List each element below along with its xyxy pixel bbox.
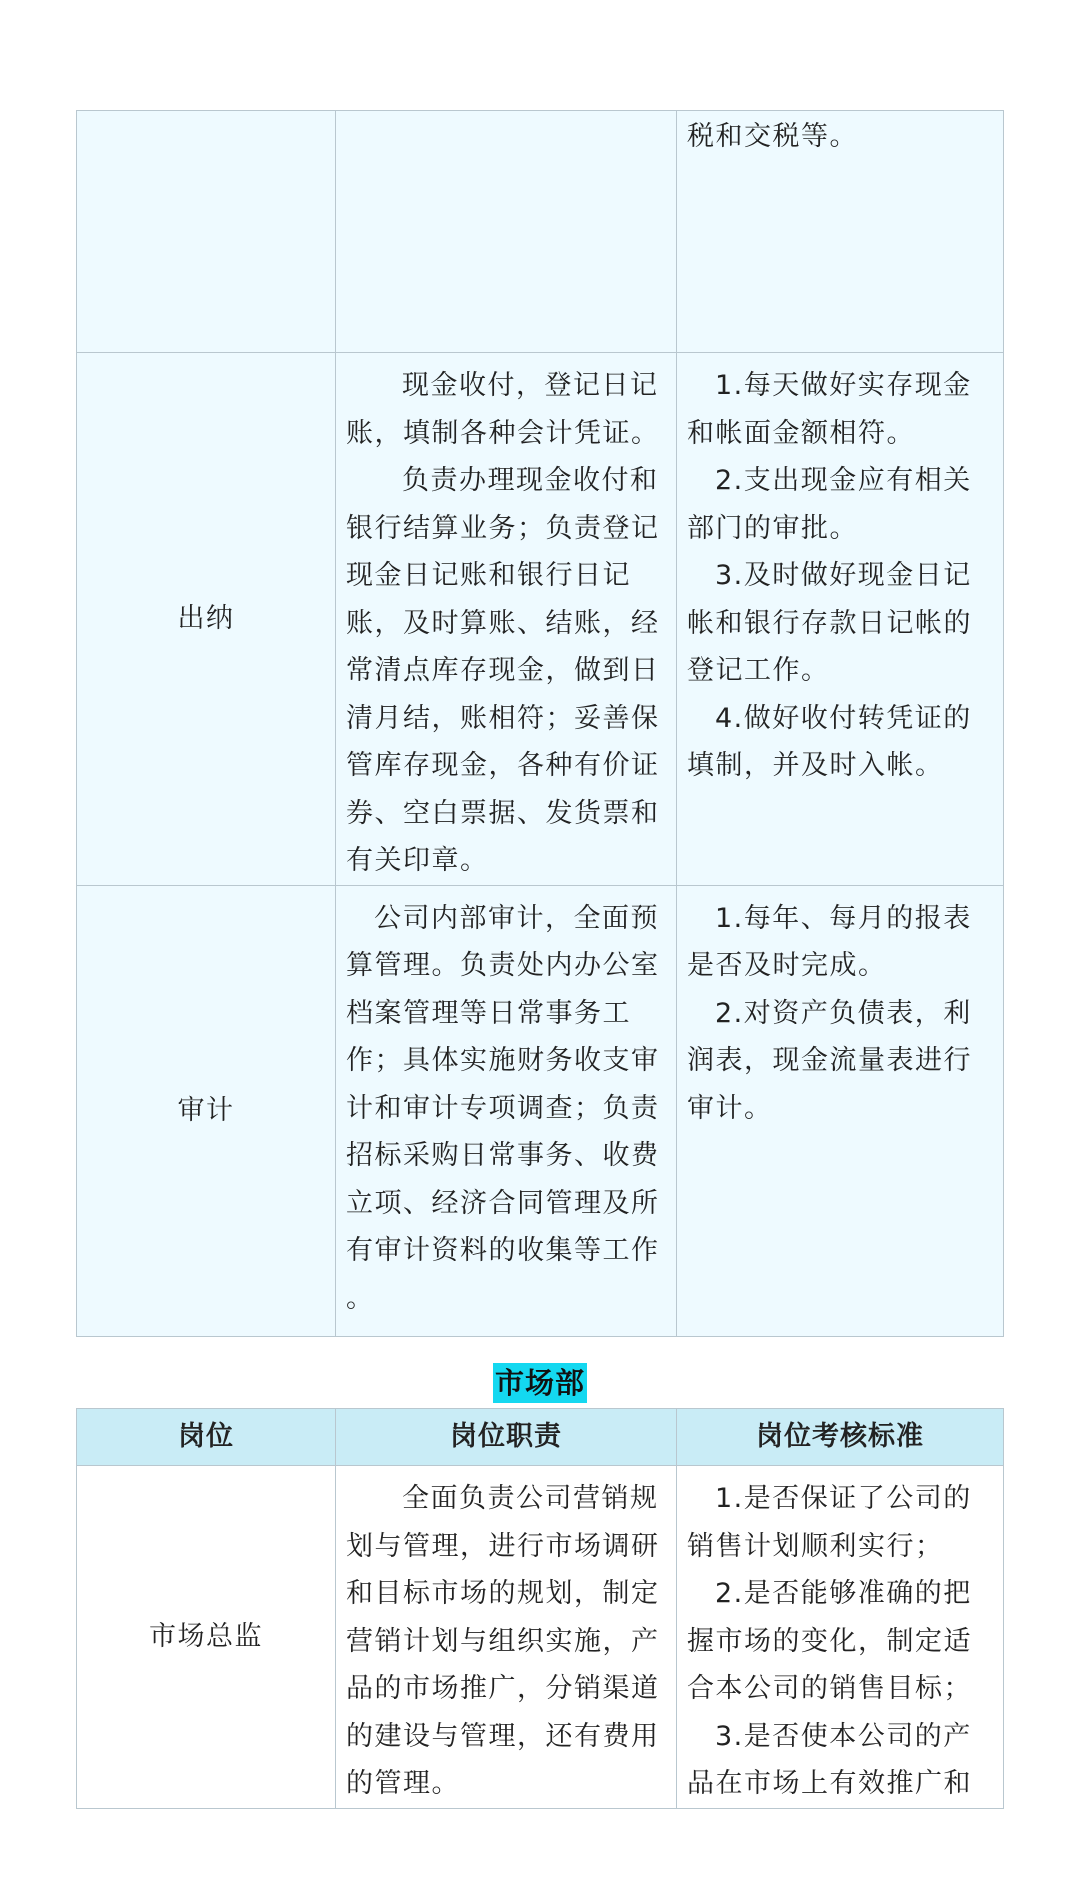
section-title-text: 市场部 (493, 1363, 587, 1403)
duty-cell (336, 111, 677, 353)
duty-text: 现金收付，登记日记账，填制各种会计凭证。 (346, 370, 660, 449)
standard-text: 4.做好收付转凭证的填制，并及时入帐。 (687, 702, 972, 781)
standard-text: 2.对资产负债表，利润表，现金流量表进行审计。 (687, 997, 972, 1124)
table-row (77, 885, 1004, 1336)
section-title (0, 1363, 1080, 1407)
standard-cell (677, 885, 1004, 1336)
position-cell: 市场总监 (77, 1466, 336, 1809)
standard-cell (677, 1466, 1004, 1809)
duty-text: 公司内部审计，全面预算管理。负责处内办公室档案管理等日常事务工作；具体实施财务收支审计和审计专项调查；负责招标采购日常事务、收费立项、经济合同管理及所有审计资料的收集等工作 。 (346, 902, 660, 1314)
standard-text: 1.每天做好实存现金和帐面金额相符。 (687, 370, 972, 449)
position-cell: 出纳 (77, 353, 336, 886)
standard-cell (677, 353, 1004, 886)
standard-text: 3.是否使本公司的产品在市场上有效推广和 (687, 1720, 972, 1799)
column-header-position: 岗位 (77, 1409, 336, 1466)
standard-text: 3.及时做好现金日记帐和银行存款日记帐的登记工作。 (687, 560, 972, 686)
column-header-standards: 岗位考核标准 (677, 1409, 1004, 1466)
position-cell (77, 111, 336, 353)
standard-text: 1.是否保证了公司的销售计划顺利实行； (687, 1483, 972, 1562)
position-cell: 审计 (77, 885, 336, 1336)
duty-text: 全面负责公司营销规划与管理，进行市场调研和目标市场的规划，制定营销计划与组织实施，产品的市场推广，分销渠道的建设与管理，还有费用的管理。 (346, 1483, 660, 1799)
table-header-row (77, 1409, 1004, 1466)
table-row (77, 1466, 1004, 1809)
duty-cell (336, 353, 677, 886)
finance-duties-table (76, 110, 1004, 1337)
table-row (77, 353, 1004, 886)
duty-cell (336, 885, 677, 1336)
standard-text: 2.支出现金应有相关部门的审批。 (687, 465, 972, 544)
table-row (77, 111, 1004, 353)
marketing-duties-table (76, 1408, 1004, 1809)
standard-text: 1.每年、每月的报表是否及时完成。 (687, 902, 972, 981)
duty-text: 负责办理现金收付和银行结算业务；负责登记现金日记账和银行日记账，及时算账、结账，经常清点库存现金，做到日清月结，账相符；妥善保管库存现金，各种有价证券、空白票据、发货票和有关印章。 (346, 465, 660, 876)
duty-cell (336, 1466, 677, 1809)
column-header-duties: 岗位职责 (336, 1409, 677, 1466)
standard-cell (677, 111, 1004, 353)
standard-text: 2.是否能够准确的把握市场的变化，制定适合本公司的销售目标； (687, 1578, 972, 1704)
standard-text: 税和交税等。 (687, 121, 858, 152)
